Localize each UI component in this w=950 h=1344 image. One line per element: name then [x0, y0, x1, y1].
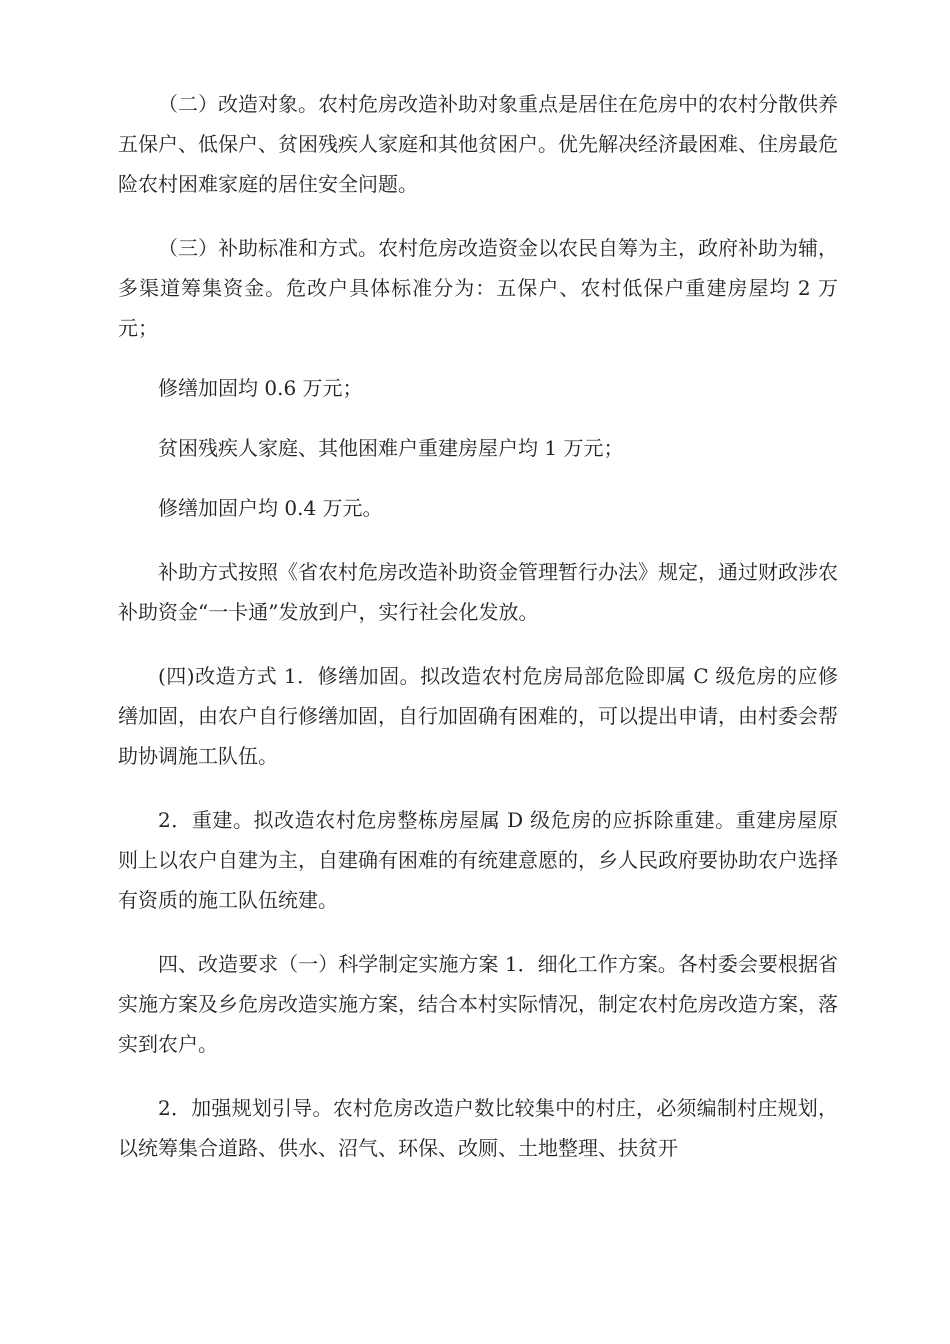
paragraph-subsidy-method: 补助方式按照《省农村危房改造补助资金管理暂行办法》规定，通过财政涉农补助资金“一卡通”发放到户，实行社会化发放。 [118, 560, 838, 624]
document-body [118, 84, 838, 1192]
paragraph-repair-household: 修缮加固户均 0.4 万元。 [158, 496, 383, 520]
paragraph-renovation-targets: （二）改造对象。农村危房改造补助对象重点是居住在危房中的农村分散供养五保户、低保户、贫困残疾人家庭和其他贫困户。优先解决经济最困难、住房最危险农村困难家庭的居住安全问题。 [118, 92, 838, 196]
paragraph-renovation-method-repair: (四)改造方式 1．修缮加固。拟改造农村危房局部危险即属 C 级危房的应修缮加固，由农户自行修缮加固，自行加固确有困难的，可以提出申请，由村委会帮助协调施工队伍。 [118, 664, 838, 768]
paragraph-rebuild: 2．重建。拟改造农村危房整栋房屋属 D 级危房的应拆除重建。重建房屋原则上以农户自建为主，自建确有困难的有统建意愿的，乡人民政府要协助农户选择有资质的施工队伍统建。 [118, 808, 838, 912]
paragraph-subsidy-standards: （三）补助标准和方式。农村危房改造资金以农民自筹为主，政府补助为辅，多渠道筹集资金。危改户具体标准分为：五保户、农村低保户重建房屋均 2 万元； [118, 236, 838, 340]
paragraph-renovation-requirements: 四、改造要求（一）科学制定实施方案 1．细化工作方案。各村委会要根据省实施方案及乡危房改造实施方案，结合本村实际情况，制定农村危房改造方案，落实到农户。 [118, 952, 838, 1056]
paragraph-disabled-family-rebuild: 贫困残疾人家庭、其他困难户重建房屋户均 1 万元； [158, 436, 624, 460]
paragraph-planning-guidance: 2．加强规划引导。农村危房改造户数比较集中的村庄，必须编制村庄规划，以统筹集合道路、供水、沼气、环保、改厕、土地整理、扶贫开 [118, 1096, 838, 1160]
paragraph-repair-amount: 修缮加固均 0.6 万元； [158, 376, 363, 400]
